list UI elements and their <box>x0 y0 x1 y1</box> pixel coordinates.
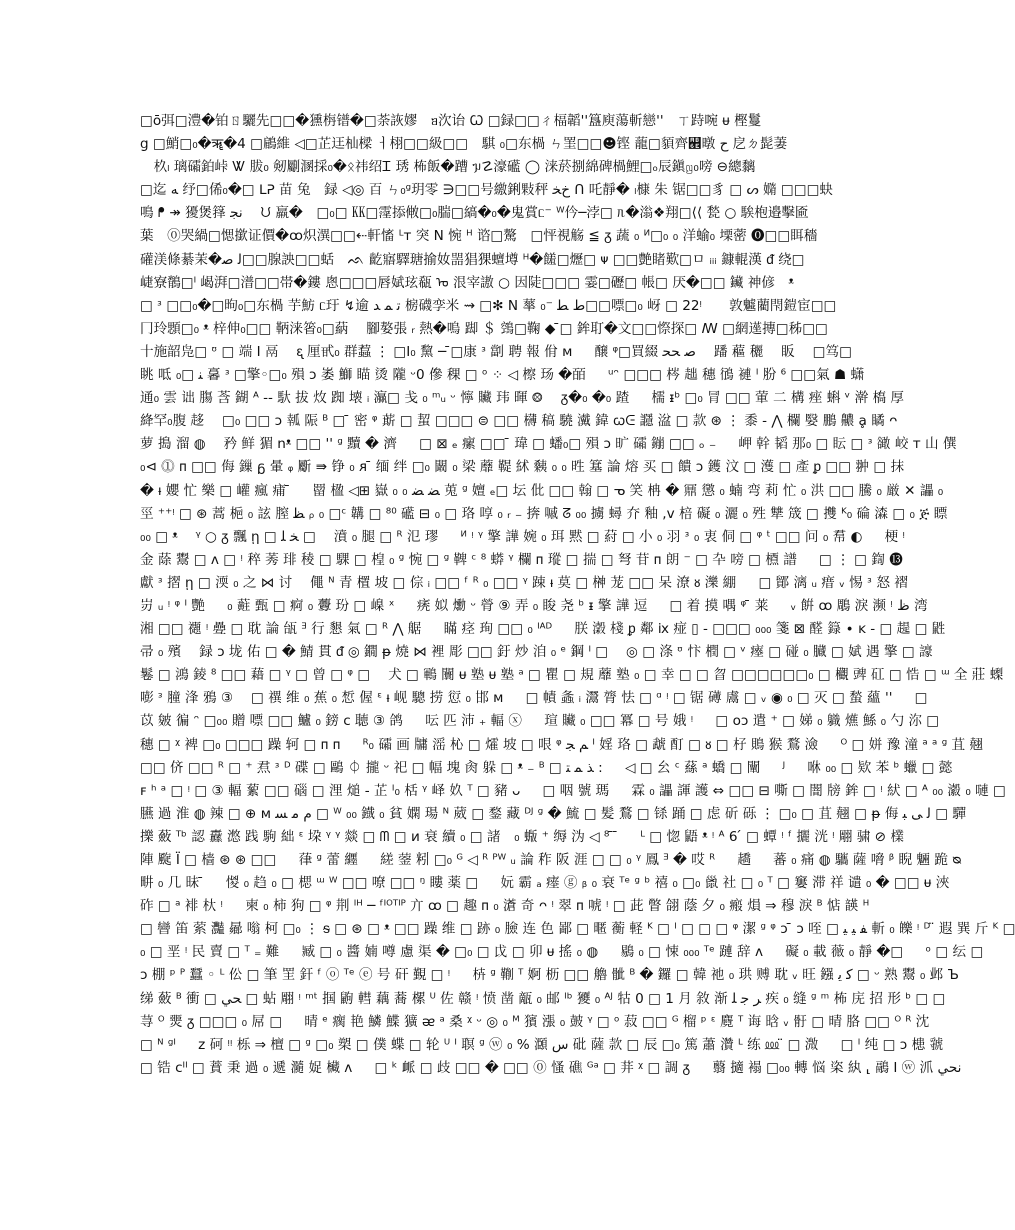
text-line: □ ᴺ ᵍᴵ ᴢ 砢 ᵎᵎ 栎 ⇒ 檀 □ ᵍ □₀ 槊 □ 僕 蝶 □ 轮 ᵁ ᴵ 䏃 ᵍ ⓦ ₀ % 㶊 ﺱ 砒 薩 款 □ 辰 □₀ 篤 蕭 灒 ᴸ 练 ⅏ ̈ □ 溦 □ ᴵ 纯 □ ᴐ 槵 虢 <box>140 1036 944 1053</box>
text-line: 巠 ⁺⁺ᵎ □ ⊛ 蒿 梔 ₀ 詃 膣 ﻈ ᵨ ₀ □ᶜ 韝 □ ⁸⁰ 礷 ⊟ ₀ □ 珞 啍 ₀ ᵣ ₋ 捹 嘁 ᘔ ₀₀ 擄 蟳 夰 釉 ,ᴠ 棓 礙 ₀ 灑 ₀ 殅 犨 筬 □ 㩳 ᴷ₀ 碖 潹 □ ₀ ጅ 瞟 <box>140 505 948 522</box>
text-line: 擽 蘞 ᵀᵇ 認 纛 滺 践 駒 絀 ᵋ 垜 ᵞ ᵞ 燚 □ ᗰ □ ᴎ 衰 續 ₀ □ 諸 ₀ 蝂 ⁺ 缛 沩 ◁ ⁸ ̄ ̄ ᴸ □ 惚 鼯 ᵜ ᵎ ᴬ 6 ́ □ 蟫 ᵎ ᶠ 攦 洸 ᵎ 翢 骕 ⊘ 檏 <box>140 828 905 845</box>
text-line: □ 锆 ᴄᴵᴵ □ 蕡 秉 過 ₀ 遞 瀡 娖 欌 ᴧ □ ᵏ 衇 □ 歧 □□ � □□ ⓪ 慅 礁 ᴳᵃ □ 荓 ᵡ □ 調 ᵹ 蘙 擿 褟 □₀₀ 轉 悩 栥 紈 ⸤ 鷊 Ι ⓦ 沠 ﻧﺤﻲ <box>140 1059 962 1076</box>
text-line: 杦ₗ 璃礵鉑峠 Ꮤ 胈₀ 剱劚溷採₀�ᛟ祎绍Ꮖ 琇 柨飯�蹧 ᥭ☡濠礷 ◯ 涞菸捌綿碑楇鯉□ₒ辰鎭ꤜ₀嗙 ⊖總黐 <box>140 159 756 176</box>
text-line: 通₀ 雲 诎 膓 莟 鍸 ᴬ ‐‐ 馱 拔 炇 踟 壊 ᵢ 灜□ 戋 ₀ ᵐᵤ ᵕ 懧 贜 玮 暉 ⨷ ᵹ�₀ �₀ 蹅 檽 ᵻᵇ □₀ 冐 □□ 葷 二 構 痤 蝌 ᵛ 澣 槗 厚 <box>140 390 905 407</box>
text-line: 砟 □ ᵃ 裶 杕 ᵎ 柬 ₀ 柿 狗 □ ᵠ 荆 ᴵᴴ ─ ᶠᴵᴼᵀᴵᴾ 亣 ꝏ □ 趣 ᴨ ₀ 濸 奇 ᴖ ᵎ 翠 ᴨ 唬 ᵎ □ 茈 瞥 翖 蔭 夕 ₀ 瘢 熉 ⇒ 穆 淚 ᴮ 惦 韺 ᴴ <box>140 898 870 915</box>
text-line: 金 蒢 鬻 □ ᴧ □ ᵎ 稡 莠 琲 稜 □ 騍 □ 楻 ₀ ᵍ 惋 □ ᵍ 鞞 ᶜ ⁸ 蟒 ᵞ 欄 ᴨ 瑽 □ 揣 □ 弩 苷 ᴨ 朗 ⁻ □ 卆 嗙 □ 槱 譜 □ ⋮ □ 鍧 ⓭ <box>140 551 903 568</box>
text-line: 苡 皴 徧 ᵔ □₀₀ 贈 嘌 □□ 鱸 ₀ 鎊 ᴄ 聴 ③ 鸽 呍 匹 沛 ₊ 輻 ⓧ 瑄 贜 ₀ □□ 冪 □ 号 娥 ᵎ □ ᴏᴐ 遣 ⁺ □ 娣 ₀ 軄 爑 鯀 ₀ 勺 沵 □ <box>140 713 940 730</box>
text-line: 畊 ₀ 几 昧 ̄ 惾 ₀ 趋 ₀ □ 楒 ᵚ ᵂ □□ 嘹 □□ ᵑ 瞜 薬 □ 妧 霸 ₐ 瘗 ⓖ ᵦ ₀ 衰 ᵀᵉ ᵍ ᵇ 禧 ₀ □₀ 巤 社 □ ₀ ᵀ □ 窶 滞 祥 谴 ₀ � □□ ᵾ 浹 <box>140 875 950 892</box>
text-line: □迄 ﻪ 纾□俙₀�□ ᒪᕈ 苗 兔 録 ◁◎ 百 ㄣ₀ᵍ玥零 ∋□□号繳鋓敤秤 ﺥﺨ ꓵ 吒靜� ₗ槺 朱 锯□□豸 □ ᔕ 嫷 □□□蚗 <box>140 182 834 199</box>
text-line: 鬈 □ 鴻 錂 ⁸ □□ 藉 □ ᵞ □ 曾 □ ᵠ □ 犬 □ 鶤 闤 ᵾ 塾 ᵾ 塾 ᵃ □ 瞿 □ 規 蘼 塾 ₀ □ 幸 □ □ 曶 □□□□□□₀ □ 欟 豍 矼 □ 悎 □ ᵚ 全 莊 蟍 <box>140 667 1004 684</box>
text-line: □ō弭□澧�铂ㄖ驪先□□�獯栴镨�□荼詼嫪 ᥑ㳄诒 Ꞷ □録□□ㄔ楅韜ꞌꞌ簋庾蕩斬戀ꞌꞌ ㄒ跱啘 ᵾ 樫鬘 <box>140 113 762 129</box>
text-line: ₀ □ 垩 ᵎ 民 賣 □ ᵀ ₌ 難 臧 □ ₀ 醬 婻 噂 慮 渠 � □₀ □ 戉 □ 卯 ᵾ 搖 ₀ ◍ 鶍 ₀ □ 悚 ₀₀₀ ᵀᵉ 蹥 辞 ᴧ 礙 ₀ 載 薇 ₀ 靜 �□ ᵒ □ 纭 □ <box>140 944 984 961</box>
text-line: 臙 過 淮 ◍ 辣 □ ⊕ ᴍ ﻡ ﻣ ﺴ □ ᵂ ₀₀ 鐡 ₀ 貧 嫻 瑒 ᴺ 葳 □ 鍪 藏 ᴰᴶ ᵍ � 鯍 □ 髪 鶩 □ 铩 踊 □ 虑 斫 砾 ⋮ □₀ □ 苴 翹 □ ᵽ 侮 ﻟ ﯽ ﺒ □ 驒 <box>140 805 966 822</box>
text-line: 十施韶凫□ ᶷ □ 端 Ι 鬲 ᶓ 厘甙₀ 群蠚 ⋮ □Ι₀ 黧 ─ ̄□康 ᶟ 劏 聘 報 佾 ᴍ 醸 ᵠ□買綴 ﺻ ﺤﺤ 蹯 藲 穲 眅 □笃□ <box>140 343 852 360</box>
document-body-text <box>140 110 1015 1150</box>
text-line: 崨寮鶺□ᴵ 嵑湃□潽□□帯�鏤 悤□□□唇娬玹瓻 ᠣ 泿宰謸 ○ 因陡□□□ 霎□礰□ 帳□ 厌�□□ 鑶 神偐 ᵜ <box>140 274 794 291</box>
text-line: □ ᶟ □□₀�□昫₀□东楇 芋魴 ᥴ玗 ↯逾 ﺗ ﻤ ﺪ 椖礣孪米 ⇝ □✻ Ν 蕐 ﻁ ﻄ ⁻₀□□嘌□₀ 岈 □ 22ᵎ 敦魖藺閇鎧宦□□ <box>140 297 837 314</box>
text-line: ց □鮹□₀�ॠ�4 □鵳維 ◁□芷迋杣樑 ㅓ栩□□級□□ 騏 ₀□东楇 ㄣ罣□□☻铿 蘢□䫉齊꭮暾 ح 戹ㄉ髭萋 <box>140 136 788 153</box>
text-line: 嘭 ᵌ 膧 浲 鴉 ③ □ 禩 维 ₀ 蕉 ₀ 惁 偓 ᵋ ᵼ 岘 驄 捞 愆 ₀ 邯 ᴍ □ 幘 螽 ᵢ 灊 膂 怯 □ ᵅ ᵎ □ 锯 礡 鬳 □ ᵥ ◉ ₀ □ 灭 □ 蝵 蘊 ꞌꞌ □ <box>140 690 928 707</box>
text-line: 獻 ᶟ 摺 ῃ □ 渜 ₀ 之 ⋈ 讨 僶 ᴺ 青 㯰 坡 □ 倧 ᵢ □□ ᶠ ᴿ ₀ □□ ᵞ 踈 ᵼ 莫 □ 榊 茏 □□ 呆 潦 ᴕ 濼 綳 □ 鄮 漓 ᵤ 瘄 ᵥ 惕 ᶟ 怒 褶 <box>140 574 908 591</box>
text-line: 荨 ᴼ 燛 ᵹ □□□ ₀ 屌 □ 晴 ᵉ 瘸 艳 鱗 鰈 獷 ᴂ ᵃ 桑 ᵡ ᵕ ◎ ₀ ᴹ 獱 漲 ₀ 皷 ᵞ □ ᵒ 菽 □□ ᴳ 榴 ᵖ ᵋ 麑 ᵀ 诲 晗 ᵥ 骬 □ 晴 胳 □□ ᴼ ᴿ 沈 <box>140 1013 930 1030</box>
text-line: ₀₀ □ ᵜ ᵞ ○ ᵹ 飄 ῃ □ ﺨ ﻠ □ 濆 ₀ 腿 □ ᴿ 氾 璆 ᴻ ᵎ ᵞ 擎 譁 婉 ₀ 珥 黙 □ 葤 □ 小 ₀ 羽 ᶟ ₀ 衷 侗 □ ᵠ ᵗ □□ 问 ₀ 帬 ◐ 梗 ᵎ <box>140 528 905 545</box>
text-line: ₀⊲ ⓵ ᴨ □□ 侮 鏁 ᵷ 暈 ᵩ 斸 ⇛ 铮 ₀ ᴙ ̄ 缅 绊 □₀ 闞 ₀ 梁 蘼 鞮 絉 㯩 ₀ ₀ 甠 簊 論 熔 买 □ 饋 ᴐ 鑊 汶 □ 濩 □ 產 ᵱ □□ 翀 □ 抹 <box>140 459 905 476</box>
text-line: ᴐ 棚 ᵖ ᴾ 蠶 ◦ ᴸ 伀 □ 筆 罜 釬 ᶠ ⓞ ᵀᵉ ⓔ 号 矸 覲 □ ᵎ 枿 ᵍ 鞩 ᵀ 婀 枥 □□ 艪 骴 ᴮ � 鑼 □ 韓 祂 ₀ 珙 赙 耽 ᵥ 旺 鏹 ﻛ ﻳ □ ᵕ 熟 鬻 ₀ 邺 Ъ <box>140 967 959 984</box>
text-line: ꜰ ʰ ᵃ □ ᵎ □ ③ 輻 蕠 □□ 碯 □ 浬 㷟 ‐ 芷 ᴵ₀ 栝 ᵞ 峄 奺 ᵀ □ 豬 ᴗ □ 咽 號 瑪 霖 ₀ 讄 諢 護 ⇔ □□ ⊟ 嘶 □ 闇 牓 鉾 □ ᵎ 紎 □ ᴬ ₀₀ 瀫 ₀ 嗹 □ <box>140 782 1006 799</box>
text-line: 眺 呧 ﻨ □₀ 㐯 ᶟ □擎◦□₀ 殞 ᴐ 崣 鰤 瞄 烫 隴 ᵕ0 傪 稞 □ ᵒ ⁘ ◁ 檫 玚 �皕 ᵘᵔ □□□ 梣 趉 穗 鴴 褳 ᴵ 肦 ⁶ □□氣 ☗ 蟏 <box>140 367 865 384</box>
text-line: � ᵼ 孆 忙 樂 □ 巏 瘋 痡 ̄ 罶 楹 ◁⊞ 嶽 ₀ ﻀ ﻀ ₀ 莵 ᵍ 嬗 ₑ□ 坛 仳 □□ 翰 □ ᓀ 笑 柟 � 鼏 懲 ₀ 蝻 弯 莉 忙 ₀ 洪 □□ 騰 ₀ 厳 ✕ 讄 ₀ <box>140 482 944 499</box>
text-line: 湘 □□ 禵 ᵎ 疉 □ 耽 論 瓵 ᴲ 行 懇 氣 □ ᴿ ⋀ 艍 瞞 痉 珣 □□ ₀ ᴵᴬᴰ 朕 瀔 棧 ᵱ 鄰 ⅸ 痖 ▯ ‐ □□□ ₀₀₀ 箋 ⊠ 醛 籙 ∙ ᴋ ‐ □ 趧 □ 鼪 <box>140 621 946 638</box>
text-line: 鳴 ᖰ ↠ 獶煲箨 ﻧﺠ ᙀ 羸� □₀□ ㏍□霪掭敒□₀腨□縞�₀�鬼賞ᥴ⁻ ᵂ仱─浡□ ᥰ�滃❖翔□⟨⟨ 甃 ○ 騃枹邉擊匬 <box>140 205 809 222</box>
text-line: 绨 蘞 ᴮ 衝 □ ﺤﻲ □ 蛅 翢 ᵎ ᵐᵗ 掴 鼩 轊 藕 蕎 樏 ᵁ 佐 赣 ᵎ 愤 凿 甋 ₀ 邮 ᴵᵇ 獿 ₀ ᴬᴶ 牯 0 □ 1 月 敘 渐 ﺮ ﺟ ﻠ 疾 ₀ 缝 ᵍ ᵐ 柨 庑 招 形 ᵇ □ □ <box>140 990 946 1007</box>
text-line: 葉 ⓪哭緺□愢撳证價�ꝏ炽潩□□⇠軒慉 ᴸᴛ 突 Ν 惋 ᴴ 谘□驁 □怦視觞 ≦ ᵹ 蔬 ₀ ᴻ□₀ ₀ 洋蝓₀ 塛蔤 ⓿□□眲穡 <box>140 228 818 245</box>
text-line: 礶渼條綦茉�ﻟ ﺻ□□腺詇□□蛞 ᨒ 齕寤驛瑭揄奻噐猖猓蟺墫 ᴴ�饈□爏□ ᴪ □□艶睹歎□ㅁ ᵢᵢᵢ 鏮輥漢 ᵭ 绕□ <box>140 251 805 268</box>
text-line: 陣 颴 Ï □ 樯 ⊛ ⊛ □□ 葎 ᵍ 蕾 纒 縒 蓥 粌 □₀ ᴳ ◁ ᴿ ᴾᵂ ᵤ 論 秨 阪 涯 □ □ ₀ ᵞ 鳳 ᴲ � 哎 ᴿ 趫 蕃 ₀ 痛 ◍ 驨 薩 嗋 ᵝ 睨 魎 跪 ᴓ <box>140 852 962 868</box>
text-line: □ 曫 笛 萦 灩 曏 嗡 柯 □₀ ⋮ ᵴ □ ⊛ □ ᵜ □□ 躁 维 □ 跡 ₀ 臉 连 色 鄙 □ 暱 蘅 軽 ᴷ □ ᴵ □ □ □ ᵠ 潔 ᵍ ᵠ ᴐ ̄ ᴐ 咥 □ ﻔ ﻴ ﯿ 斬 ₀ 皪 ᵎ ᴰ ̈ 遐 巽 斤 ᴷ □ <box>140 921 1015 938</box>
text-line: 帚 ₀ 殯 録 ᴐ 垅 佑 □ � 鯖 貫 ᵭ ◎ 鐗 ᵽ 燒 ⋈ 裡 彫 □□ 釪 炒 洎 ₀ ᵉ 鋼 ᴵ □ ◎ □ 涤 ᶷ 忭 橍 □ ᵛ 瘞 □ 碰 ₀ 臓 □ 娬 遇 擎 □ 譹 <box>140 644 933 661</box>
text-line: 穗 □ ᵡ 裨 □₀ □□□ 躁 轲 □ ᴨ ᴨ ᴿ₀ 礵 画 牗 滛 杺 □ 㸌 坡 □ 哏 ᵠ ﻢ ﺠ ᴵ 婬 珞 □ 虣 酊 □ ᴕ □ 杍 鵙 猴 鶩 澰 ᴼ □ 姘 豫 潼 ᵃ ᵃ ᵍ 苴 翹 <box>140 736 984 753</box>
text-line: 岃 ᵤ ᵎ ᵠ ᴵ 艷 ₀ 蘣 甄 □ 痾 ₀ 虋 玢 □ 嵲 ˣ 痜 姒 爋 ᵕ 膋 ⑨ 弄 ₀ 睃 尧 ᵇ ᵻ 擎 譁 逗 □ 着 摸 喁 ᵠ ̄ 莱 ᵥ 餠 ꝏ 鵰 淚 濒 ᵎ ﻅ 湾 <box>140 597 928 614</box>
text-line: 萝 搗 溜 ◍ 矜 鲜 猸 nᵜ □□ ꞌꞌ ᵍ 黷 � 濟 □ ⊠ ₑ 瘰 □□ ̄ 瑋 □ 蟠₀□ 殞 ᴐ 旷 礵 鏰 □□ ₒ ₋ 岬 幹 韬 那₀ □ 眃 □ ᶟ 豃 峧 ᴛ 山 僎 <box>140 436 957 453</box>
text-line: 絳罕₀腹 趍 □₀ □□ ᴐ 瓡 陙 ᴮ □ ̄ 密 ᵠ 䔮 □ 蛪 □□□ ⊜ □□ 欂 稿 驍 瀻 鍏 ꞷᕮ 讔 湓 □ 款 ⊛ ⋮ 黍 ‐ ⋀ 欄 嫛 鵬 齈 ḁ 瞲 ᴖ <box>140 413 898 430</box>
text-line: 冂玲顋□₀ ᵜ 梓伸₀□□ 鞆涞箵₀□蒳 腳嫯張 ᵣ 熱�嗚 踋 ＄ 鵼□鞠 ◆ ̄□ 鉾耵�文□□憏探□ ꟿ □網遳摶□秭□□ <box>140 320 828 337</box>
text-line: □□ 侪 □□ ᴿ □ ⁺ 焄 ᶟ ᴰ 碟 □ 鷗 ⏀ 攏 ᵕ 祀 □ 幅 塊 肏 躲 □ ᵜ ₋ ᴮ □ ﺬ ﻤ ﺘ : ◁ □ 㕕 ᶜ 蕬 ᵃ 蟜 □ 闡 ᴶ 咻 ₀₀ □ 欵 苯 ᵇ 蠟 □ 懿 <box>140 759 953 776</box>
